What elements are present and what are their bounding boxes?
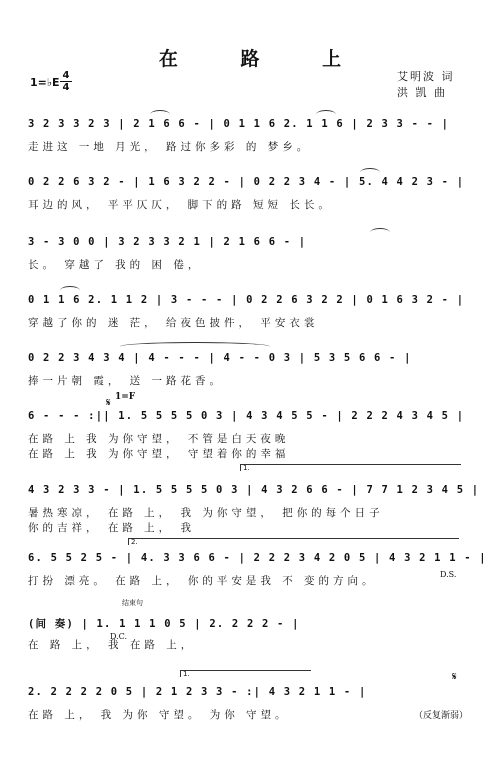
time-signature bbox=[60, 70, 72, 93]
meter-bottom: 4 bbox=[60, 81, 72, 93]
meter-top: 4 bbox=[62, 70, 70, 81]
volta-1 bbox=[240, 464, 461, 471]
slur-mark bbox=[360, 168, 380, 177]
key-signature: 1=♭E bbox=[30, 76, 60, 89]
lyrics-line-verse1: 暑热寒凉， 在路 上， 我 为你守望， 把你的每个日子 bbox=[28, 507, 384, 519]
lyrics-line: 在路 上， 我 为你 守望。 为你 守望。 bbox=[28, 709, 290, 721]
lyrics-line: 穿越了你的 迷 茫， 给夜色披件， 平安衣裳 bbox=[28, 317, 319, 329]
key-change: 1=F bbox=[115, 392, 136, 402]
volta-1-final: 1. bbox=[180, 670, 311, 677]
end-phrase-mark: 结束句 bbox=[122, 599, 143, 607]
dc-mark: D.C. bbox=[110, 632, 128, 641]
lyrics-line-verse1: 在路 上 我 为你守望， 不管是白天夜晚 bbox=[28, 433, 290, 445]
notes-line: 0 2 2 3 4 3 4 | 4 - - - | 4 - - 0 3 | 5 3 5 6 6 - | bbox=[28, 352, 412, 364]
segno-icon: 𝄋 bbox=[106, 396, 111, 409]
slur-mark bbox=[60, 286, 80, 295]
volta-2-label: 2. bbox=[131, 538, 138, 546]
volta-2 bbox=[128, 538, 459, 545]
fade-instruction: （反复渐弱） bbox=[414, 711, 469, 721]
lyrics-line: 长。 穿越了 我的 困 倦， bbox=[28, 259, 203, 271]
slur-mark bbox=[150, 110, 170, 119]
notes-line: 6 - - - :|| 1. 5 5 5 5 0 3 | 4 3 4 5 5 - | 2 2 2 4 3 4 5 | bbox=[28, 410, 465, 422]
volta-1-label: 1. bbox=[243, 464, 250, 472]
song-title: 在 路 上 bbox=[158, 48, 370, 70]
lyrics-line-verse2: 你的吉祥， 在路 上， 我 bbox=[28, 522, 196, 534]
notes-line: 3 2 3 3 2 3 | 2 1 6 6 - | 0 1 1 6 2. 1 1 6 | 2 3 3 - - | bbox=[28, 118, 450, 130]
notes-line: 0 1 1 6 2. 1 1 2 | 3 - - - | 0 2 2 6 3 2 2 | 0 1 6 3 2 - | bbox=[28, 294, 465, 306]
lyrics-line-verse2: 在路 上 我 为你守望， 守望着你的幸福 bbox=[28, 448, 290, 460]
notes-line: 4 3 2 3 3 - | 1. 5 5 5 5 0 3 | 4 3 2 6 6 - | 7 7 1 2 3 4 5 | bbox=[28, 484, 480, 496]
notes-line: 6. 5 5 2 5 - | 4. 3 3 6 6 - | 2 2 2 3 4 2 0 5 | 4 3 2 1 1 - | bbox=[28, 552, 487, 564]
slur-mark bbox=[316, 110, 336, 119]
segno-icon: 𝄋 bbox=[452, 670, 457, 683]
notes-line: 2. 2 2 2 2 0 5 | 2 1 2 3 3 - :| 4 3 2 1 1 - | bbox=[28, 686, 367, 698]
lyricist-credit: 艾明波 词 bbox=[397, 70, 455, 83]
composer-credit: 洪 凯 曲 bbox=[397, 86, 447, 99]
lyrics-line: 耳边的风， 平平仄仄， 脚下的路 短短 长长。 bbox=[28, 199, 333, 211]
lyrics-line: 打扮 漂亮。 在路 上， 你的平安是我 不 变的方向。 bbox=[28, 575, 377, 587]
notes-line: 0 2 2 6 3 2 - | 1 6 3 2 2 - | 0 2 2 3 4 - | 5. 4 4 2 3 - | bbox=[28, 176, 465, 188]
lyrics-line: 走进这 一地 月光， 路过你多彩 的 梦乡。 bbox=[28, 141, 312, 153]
lyrics-line: 在 路 上， 我 在路 上， bbox=[28, 639, 196, 651]
notes-line: 3 - 3 0 0 | 3 2 3 3 2 1 | 2 1 6 6 - | bbox=[28, 236, 307, 248]
lyrics-line: 捧一片朝 霞， 送 一路花香。 bbox=[28, 375, 225, 387]
ds-mark: D.S. bbox=[440, 570, 457, 579]
notes-line: (间 奏) | 1. 1 1 1 0 5 | 2. 2 2 2 - | bbox=[28, 618, 300, 630]
slur-mark bbox=[370, 228, 390, 237]
tie-mark bbox=[120, 342, 270, 351]
